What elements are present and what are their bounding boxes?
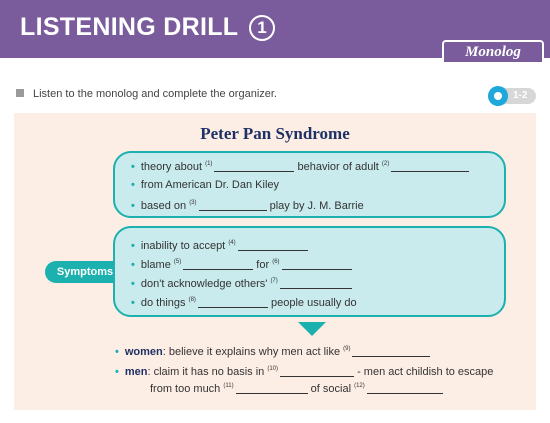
men-line-2: from too much $^{(11)}$ of social $^{(12)}$ <box>150 381 443 395</box>
header-bar <box>0 0 550 58</box>
symptoms-box <box>113 226 506 317</box>
definition-box <box>113 151 506 218</box>
blank-11[interactable] <box>236 381 308 394</box>
list-item: • don't acknowledge others' $^{(7)}$ <box>131 276 352 290</box>
list-item: • based on $^{(3)}$ play by J. M. Barrie <box>131 200 364 212</box>
drill-number: 1 <box>249 15 275 41</box>
organizer-title: Peter Pan Syndrome <box>200 124 350 143</box>
down-arrow-icon <box>298 322 326 336</box>
blank-10[interactable] <box>280 364 354 377</box>
blank-1[interactable] <box>214 159 294 172</box>
women-line: • women: believe it explains why men act like $^{(9)}$ <box>115 344 430 358</box>
blank-7[interactable] <box>280 276 352 289</box>
blank-12[interactable] <box>367 381 443 394</box>
blank-2[interactable] <box>391 159 469 172</box>
square-bullet-icon <box>16 89 24 97</box>
list-item: • inability to accept $^{(4)}$ <box>131 238 308 252</box>
page-title: LISTENING DRILL 1 <box>20 13 275 42</box>
blank-4[interactable] <box>238 238 308 251</box>
monolog-tag: Monolog <box>442 40 544 64</box>
blank-3[interactable] <box>199 198 267 211</box>
list-item: • blame $^{(5)}$ for $^{(6)}$ <box>131 257 352 271</box>
list-item: • theory about $^{(1)}$ behavior of adult $^{(2)}$ <box>131 159 469 173</box>
play-icon <box>488 86 508 106</box>
blank-6[interactable] <box>282 257 352 270</box>
list-item: • do things $^{(8)}$ people usually do <box>131 297 357 309</box>
list-item: • from American Dr. Dan Kiley <box>131 179 280 191</box>
men-line: • men: claim it has no basis in $^{(10)}$ - men act childish to escape <box>115 366 494 378</box>
instruction: Listen to the monolog and complete the organizer. <box>16 88 277 100</box>
symptoms-label: Symptoms <box>45 261 125 283</box>
blank-5[interactable] <box>183 257 253 270</box>
audio-track-button[interactable]: 1-2 <box>488 88 536 104</box>
blank-9[interactable] <box>352 344 430 357</box>
blank-8[interactable] <box>198 295 268 308</box>
